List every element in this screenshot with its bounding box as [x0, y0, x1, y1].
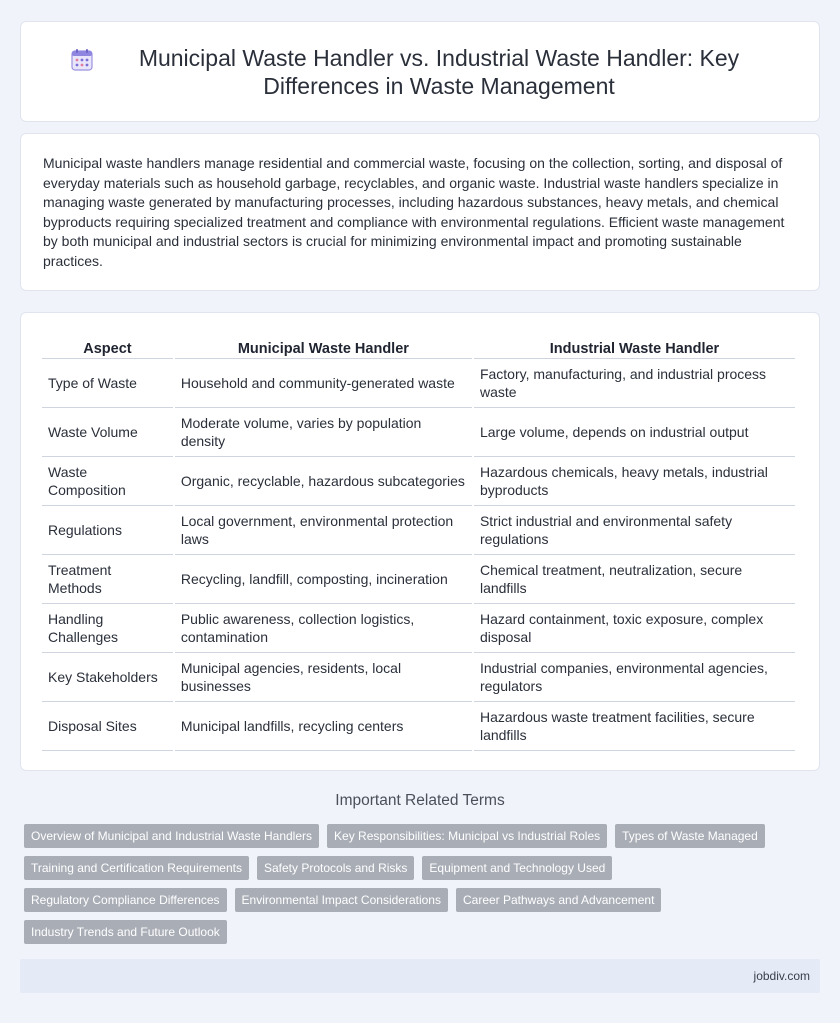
municipal-cell: Recycling, landfill, composting, incineration [175, 555, 472, 604]
municipal-cell: Municipal agencies, residents, local businesses [175, 653, 472, 702]
municipal-cell: Organic, recyclable, hazardous subcategories [175, 457, 472, 506]
municipal-cell: Household and community-generated waste [175, 359, 472, 408]
related-term-tag[interactable]: Career Pathways and Advancement [456, 888, 661, 912]
industrial-cell: Chemical treatment, neutralization, secure landfills [474, 555, 795, 604]
municipal-cell: Moderate volume, varies by population density [175, 408, 472, 457]
related-term-tag[interactable]: Equipment and Technology Used [422, 856, 612, 880]
municipal-cell: Local government, environmental protection laws [175, 506, 472, 555]
related-terms-heading: Important Related Terms [335, 792, 505, 809]
footer [20, 959, 820, 993]
table-row [42, 702, 795, 751]
intro-paragraph: Municipal waste handlers manage residential and commercial waste, focusing on the collection, sorting, and disposal of everyday materials such as household garbage, recyclables, and organic waste. Industrial waste handlers specialize in managing waste generated by manufacturing processes, including hazardous substances, heavy metals, and chemical byproducts requiring specialized treatment and compliance with environmental regulations. Efficient waste management by both municipal and industrial sectors is crucial for minimizing environmental impact and promoting sustainable practices. [43, 155, 785, 269]
header-industrial: Industrial Waste Handler [474, 333, 795, 359]
aspect-cell: Waste Volume [42, 408, 173, 457]
related-term-tag[interactable]: Industry Trends and Future Outlook [24, 920, 227, 944]
related-term-tag[interactable]: Safety Protocols and Risks [257, 856, 414, 880]
table-row [42, 359, 795, 408]
aspect-cell: Handling Challenges [42, 604, 173, 653]
municipal-cell: Municipal landfills, recycling centers [175, 702, 472, 751]
related-term-tag[interactable]: Key Responsibilities: Municipal vs Industrial Roles [327, 824, 607, 848]
footer-site-link[interactable]: jobdiv.com [753, 969, 810, 983]
related-term-tag[interactable]: Regulatory Compliance Differences [24, 888, 227, 912]
related-terms-list [24, 824, 820, 952]
calendar-icon [70, 48, 94, 72]
industrial-cell: Hazard containment, toxic exposure, complex disposal [474, 604, 795, 653]
aspect-cell: Key Stakeholders [42, 653, 173, 702]
aspect-cell: Treatment Methods [42, 555, 173, 604]
related-term-tag[interactable]: Environmental Impact Considerations [235, 888, 448, 912]
aspect-cell: Type of Waste [42, 359, 173, 408]
table-row [42, 408, 795, 457]
title-card [20, 21, 820, 122]
industrial-cell: Factory, manufacturing, and industrial process waste [474, 359, 795, 408]
municipal-cell: Public awareness, collection logistics, contamination [175, 604, 472, 653]
aspect-cell: Regulations [42, 506, 173, 555]
related-term-tag[interactable]: Overview of Municipal and Industrial Waste Handlers [24, 824, 319, 848]
table-row [42, 653, 795, 702]
industrial-cell: Hazardous waste treatment facilities, secure landfills [474, 702, 795, 751]
related-term-tag[interactable]: Training and Certification Requirements [24, 856, 249, 880]
aspect-cell: Disposal Sites [42, 702, 173, 751]
page-title: Municipal Waste Handler vs. Industrial Waste Handler: Key Differences in Waste Management [138, 44, 740, 99]
table-row [42, 457, 795, 506]
industrial-cell: Strict industrial and environmental safety regulations [474, 506, 795, 555]
table-header-row [42, 333, 795, 359]
aspect-cell: Waste Composition [42, 457, 173, 506]
header-municipal: Municipal Waste Handler [175, 333, 472, 359]
table-row [42, 506, 795, 555]
industrial-cell: Industrial companies, environmental agencies, regulators [474, 653, 795, 702]
industrial-cell: Large volume, depends on industrial output [474, 408, 795, 457]
title-wrap [70, 44, 770, 100]
related-term-tag[interactable]: Types of Waste Managed [615, 824, 765, 848]
comparison-card [20, 312, 820, 771]
table-row [42, 604, 795, 653]
industrial-cell: Hazardous chemicals, heavy metals, industrial byproducts [474, 457, 795, 506]
intro-card [20, 133, 820, 291]
header-aspect: Aspect [42, 333, 173, 359]
comparison-table [40, 333, 797, 751]
table-row [42, 555, 795, 604]
